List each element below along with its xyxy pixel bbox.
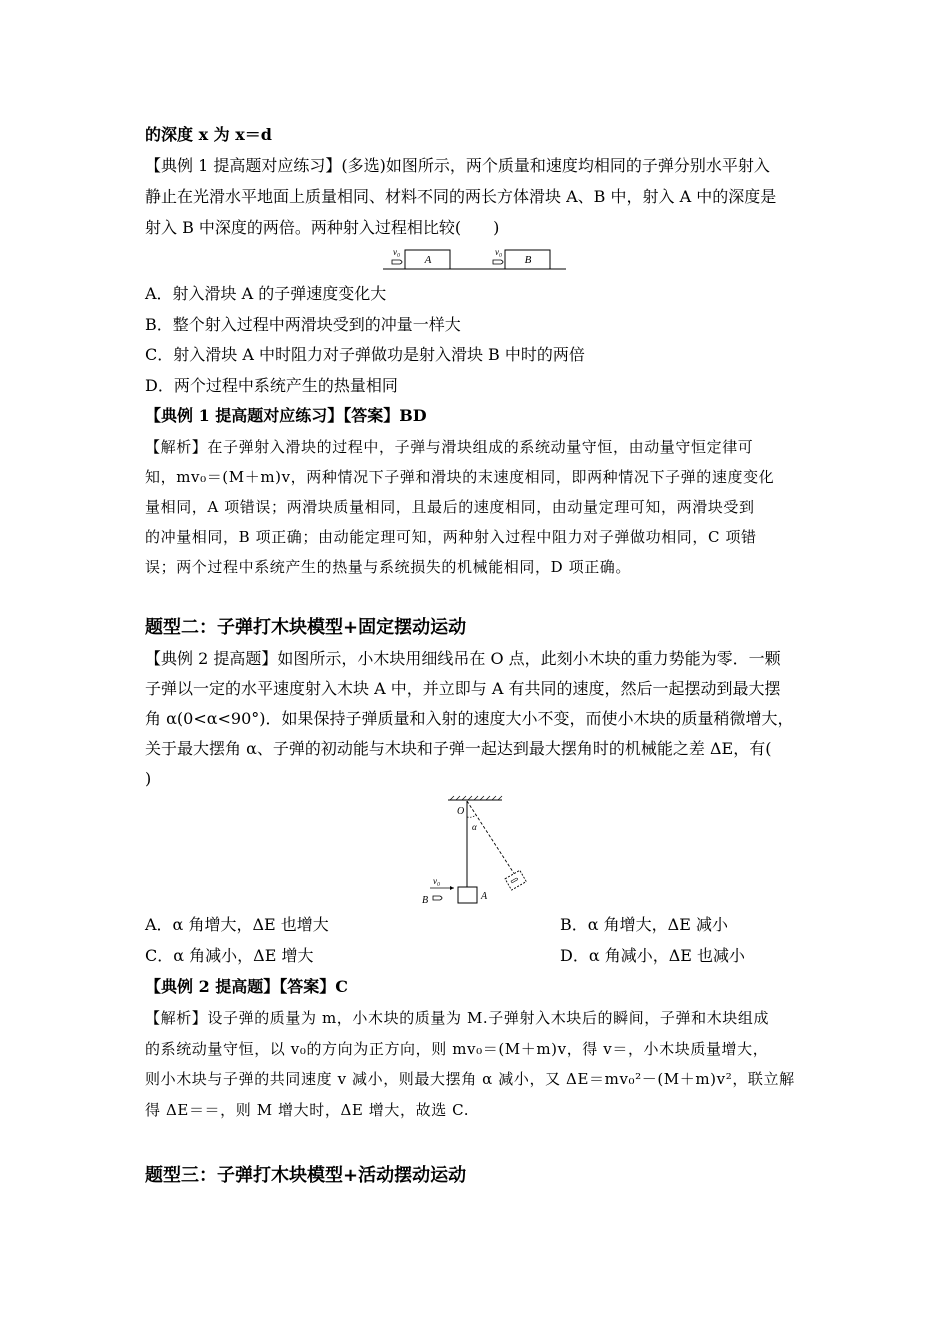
question-2-line-3: 角 α(0<α<90°)．如果保持子弹质量和入射的速度大小不变，而使小木块的质量稍微增大， [145, 709, 794, 728]
explanation-1-line-3: 量相同，A 项错误；两滑块质量相同，且最后的速度相同，由动量定理可知，两滑块受到 [145, 498, 755, 516]
explanation-2-line-4: 得 ΔE＝＝，则 M 增大时，ΔE 增大，故选 C. [145, 1101, 470, 1119]
velocity-arrowhead-icon [450, 886, 454, 890]
v0-label-a: v₀ [393, 247, 401, 257]
string-swung [467, 801, 515, 875]
bullet-2-icon [433, 896, 442, 900]
option-b-2: B．α 角增大，ΔE 减小 [560, 915, 728, 934]
explanation-2-line-1: 【解析】设子弹的质量为 m，小木块的质量为 M.子弹射入木块后的瞬间，子弹和木块组成 [145, 1009, 770, 1027]
option-b-1: B．整个射入过程中两滑块受到的冲量一样大 [145, 315, 461, 334]
pivot-o-label: O [457, 806, 465, 817]
angle-arc [467, 815, 476, 817]
block-swung-position [505, 870, 526, 890]
angle-alpha-label: α [472, 822, 477, 832]
explanation-1-line-2: 知，mv₀＝(M＋m)v，两种情况下子弹和滑块的末速度相同，即两种情况下子弹的速度变化 [145, 468, 775, 486]
question-1-line-3: 射入 B 中深度的两倍。两种射入过程相比较( ) [145, 218, 500, 237]
bullet-b-icon [493, 260, 503, 264]
section-heading-2: 题型二：子弹打木块模型+固定摆动运动 [145, 617, 467, 638]
option-row-ab-2 [145, 914, 810, 936]
figure-pendulum-diagram [418, 795, 533, 910]
v0-label-2: v₀ [433, 876, 441, 886]
block-b-label: B [524, 254, 532, 266]
explanation-2-line-2: 的系统动量守恒，以 v₀的方向为正方向，则 mv₀＝(M＋m)v，得 v＝，小木块质量增大， [145, 1040, 769, 1058]
block-a-label-2: A [481, 891, 488, 902]
option-c-2: C．α 角减小，ΔE 增大 [145, 946, 314, 965]
question-2-line-5: ) [145, 769, 152, 788]
bullet-b-label-2: B [422, 895, 429, 906]
answer-1: 【典例 1 提高题对应练习】【答案】BD [145, 406, 427, 425]
block-a-label: A [424, 254, 432, 266]
option-a-1: A．射入滑块 A 的子弹速度变化大 [145, 284, 387, 303]
question-1-line-2: 静止在光滑水平地面上质量相同、材料不同的两长方体滑块 A、B 中，射入 A 中的深度是 [145, 187, 777, 206]
question-1-line-1: 【典例 1 提高题对应练习】(多选)如图所示，两个质量和速度均相同的子弹分别水平射入 [145, 156, 770, 175]
option-c-1: C．射入滑块 A 中时阻力对子弹做功是射入滑块 B 中时的两倍 [145, 345, 585, 364]
explanation-2-line-3: 则小木块与子弹的共同速度 v 减小，则最大摆角 α 减小，又 ΔE＝mv₀²－(M＋m)v²，联立解 [145, 1070, 795, 1088]
v0-label-b: v₀ [495, 247, 503, 257]
explanation-1-line-1: 【解析】在子弹射入滑块的过程中，子弹与滑块组成的系统动量守恒，由动量守恒定律可 [145, 438, 754, 456]
answer-2: 【典例 2 提高题】【答案】C [145, 977, 349, 996]
section-heading-3: 题型三：子弹打木块模型+活动摆动运动 [145, 1165, 467, 1186]
question-2-line-1: 【典例 2 提高题】如图所示，小木块用细线吊在 O 点，此刻小木块的重力势能为零．一颗 [145, 649, 781, 668]
option-d-1: D．两个过程中系统产生的热量相同 [145, 376, 398, 395]
question-2-line-4: 关于最大摆角 α、子弹的初动能与木块和子弹一起达到最大摆角时的机械能之差 ΔE，有( [145, 739, 772, 758]
bullet-a-icon [392, 260, 402, 264]
block-a-rest [458, 887, 477, 903]
figure-blocks-diagram [383, 244, 568, 274]
prev-answer-line: 的深度 x 为 x＝d [145, 125, 272, 144]
option-row-cd-2 [145, 945, 810, 967]
option-a-2: A．α 角增大，ΔE 也增大 [145, 915, 329, 934]
question-2-line-2: 子弹以一定的水平速度射入木块 A 中，并立即与 A 有共同的速度，然后一起摆动到最大摆 [145, 679, 781, 698]
option-d-2: D．α 角减小，ΔE 也减小 [560, 946, 746, 965]
ceiling-hatch [450, 796, 502, 800]
explanation-1-line-5: 误；两个过程中系统产生的热量与系统损失的机械能相同，D 项正确。 [145, 558, 631, 576]
explanation-1-line-4: 的冲量相同，B 项正确；由动能定理可知，两种射入过程中阻力对子弹做功相同，C 项错 [145, 528, 757, 546]
